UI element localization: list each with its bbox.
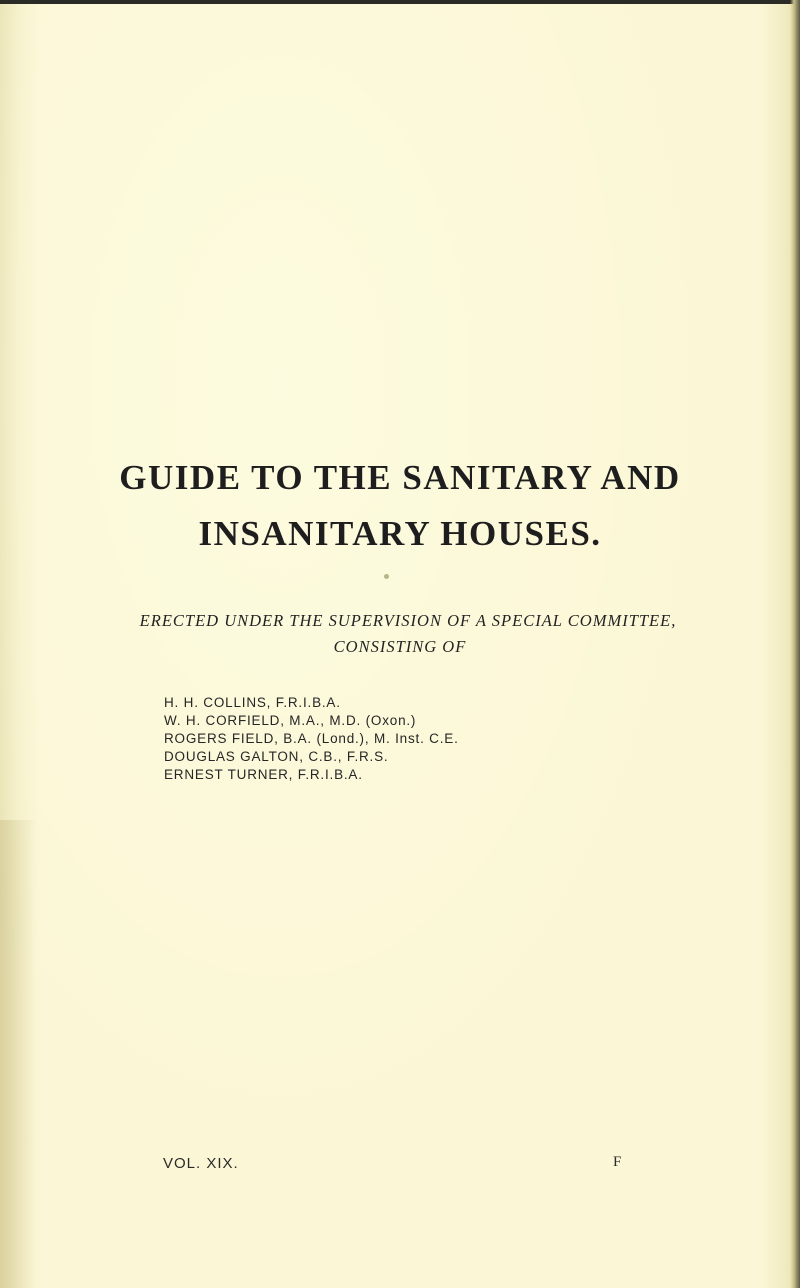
decorative-dot [384, 574, 389, 579]
committee-member: H. H. COLLINS, F.R.I.B.A. [164, 695, 341, 710]
page-top-edge [0, 0, 800, 4]
committee-member: ERNEST TURNER, F.R.I.B.A. [164, 767, 363, 782]
title-line-2: INSANITARY HOUSES. [198, 514, 602, 553]
signature-mark: F [613, 1154, 622, 1170]
committee-member-list [164, 694, 644, 784]
subtitle-line-2: CONSISTING OF [333, 637, 467, 656]
volume-label: VOL. XIX. [163, 1155, 239, 1172]
title-line-1: GUIDE TO THE SANITARY AND [119, 458, 681, 497]
committee-member: W. H. CORFIELD, M.A., M.D. (Oxon.) [164, 713, 417, 728]
committee-member: ROGERS FIELD, B.A. (Lond.), M. Inst. C.E. [164, 731, 459, 746]
paper-stain [0, 820, 36, 1288]
subtitle-line-1: ERECTED UNDER THE SUPERVISION OF A SPECIAL COMMITTEE, [139, 611, 677, 630]
committee-member: DOUGLAS GALTON, C.B., F.R.S. [164, 749, 389, 764]
